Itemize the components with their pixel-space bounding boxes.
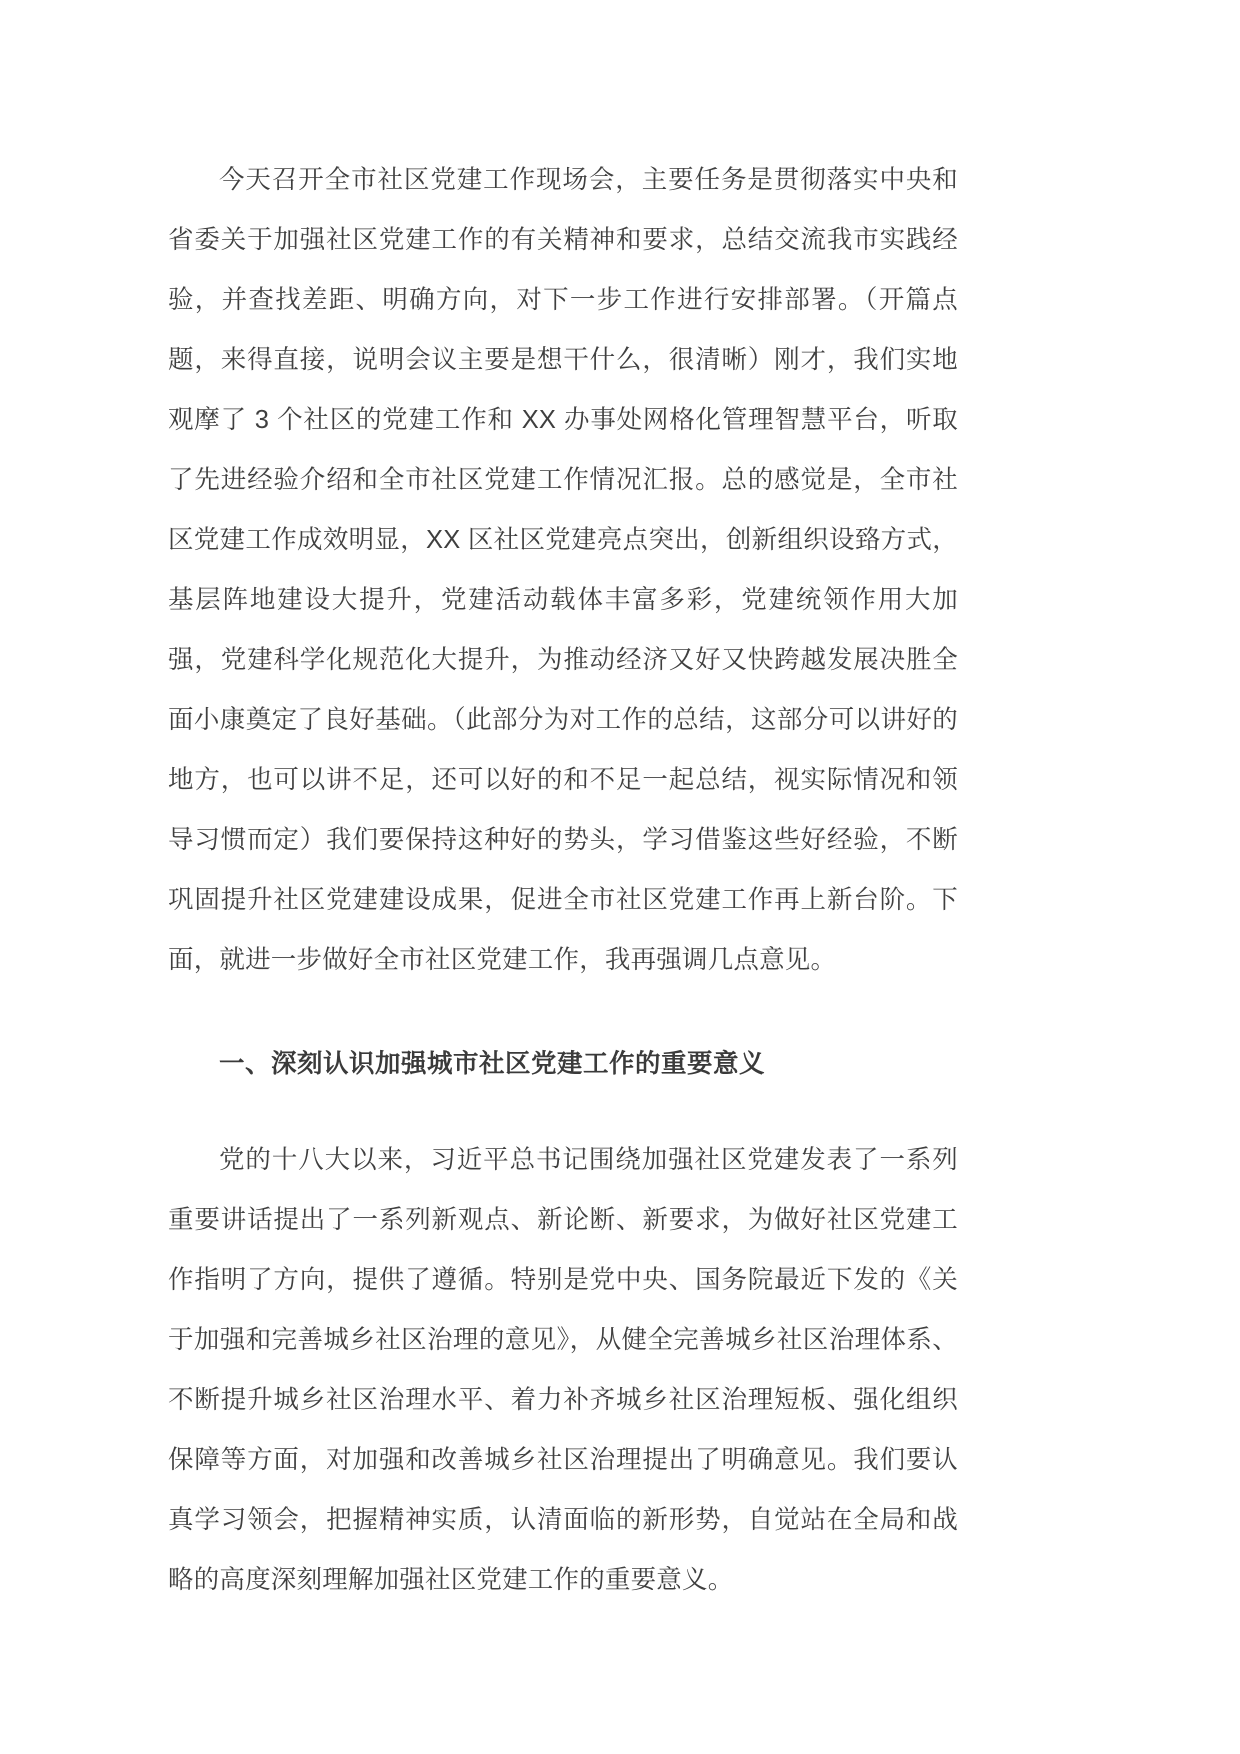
section-one-paragraph: 党的十八大以来，习近平总书记围绕加强社区党建发表了一系列重要讲话提出了一系列新观点、新论断、新要求，为做好社区党建工作指明了方向，提供了遵循。特别是党中央、国务院最近下发的《关于加强和完善城乡社区治理的意见》，从健全完善城乡社区治理体系、不断提升城乡社区治理水平、着力补齐城乡社区治理短板、强化组织保障等方面，对加强和改善城乡社区治理提出了明确意见。我们要认真学习领会，把握精神实质，认清面临的新形势，自觉站在全局和战略的高度深刻理解加强社区党建工作的重要意义。: [168, 1146, 958, 1594]
opening-paragraph: 今天召开全市社区党建工作现场会，主要任务是贯彻落实中央和省委关于加强社区党建工作的有关精神和要求，总结交流我市实践经验，并查找差距、明确方向，对下一步工作进行安排部署。（开篇点题，来得直接，说明会议主要是想干什么，很清晰）刚才，我们实地观摩了 3 个社区的党建工作和 XX 办事处网格化管理智慧平台，听取了先进经验介绍和全市社区党建工作情况汇报。总的感觉是，全市社区党建工作成效明显，XX 区社区党建亮点突出，创新组织设臵方式，基层阵地建设大提升，党建活动载体丰富多彩，党建统领作用大加强，党建科学化规范化大提升，为推动经济又好又快跨越发展决胜全面小康奠定了良好基础。（此部分为对工作的总结，这部分可以讲好的地方，也可以讲不足，还可以好的和不足一起总结，视实际情况和领导习惯而定）我们要保持这种好的势头，学习借鉴这些好经验，不断巩固提升社区党建建设成果，促进全市社区党建工作再上新台阶。下面，就进一步做好全市社区党建工作，我再强调几点意见。: [168, 166, 958, 974]
section-heading-one: 一、深刻认识加强城市社区党建工作的重要意义: [219, 1050, 766, 1078]
document-body: [168, 150, 958, 1610]
